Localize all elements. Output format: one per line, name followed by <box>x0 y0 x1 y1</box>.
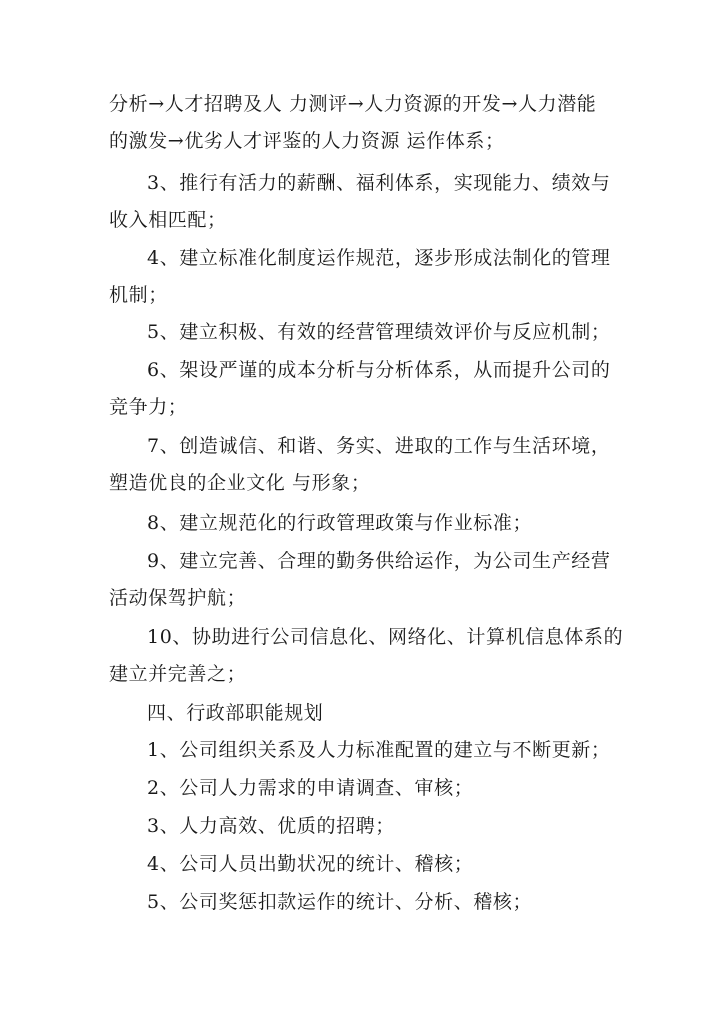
function-item-4 <box>109 846 619 883</box>
text-line: 3、人力高效、优质的招聘； <box>147 815 395 837</box>
paragraph-item-9 <box>109 543 619 617</box>
paragraph-item-4 <box>109 240 619 314</box>
function-item-1 <box>109 732 619 769</box>
paragraph-continuation <box>109 86 619 160</box>
text-line: 4、公司人员出勤状况的统计、稽核； <box>147 853 474 875</box>
paragraph-item-6 <box>109 352 619 426</box>
text-line: 建立并完善之； <box>109 663 247 685</box>
function-item-2 <box>109 770 619 807</box>
text-line: 收入相匹配； <box>109 209 227 231</box>
paragraph-item-7 <box>109 428 619 502</box>
text-line: 2、公司人力需求的申请调查、审核； <box>147 777 474 799</box>
function-item-5 <box>109 884 619 921</box>
text-line: 机制； <box>109 284 168 306</box>
text-line: 塑造优良的企业文化 与形象； <box>109 472 371 494</box>
text-line: 分析→人才招聘及人 力测评→人力资源的开发→人力潜能 <box>109 93 597 115</box>
text-line: 活动保驾护航； <box>109 587 247 609</box>
paragraph-item-5 <box>109 314 619 351</box>
text-line: 3、推行有活力的薪酬、福利体系，实现能力、绩效与 <box>147 172 611 194</box>
paragraph-item-8 <box>109 505 619 542</box>
text-line: 8、建立规范化的行政管理政策与作业标准； <box>147 512 533 534</box>
text-line: 4、建立标准化制度运作规范，逐步形成法制化的管理 <box>147 247 611 269</box>
section-heading <box>109 695 619 732</box>
text-line: 9、建立完善、合理的勤务供给运作，为公司生产经营 <box>147 550 611 572</box>
text-line: 的激发→优劣人才评鉴的人力资源 运作体系； <box>109 130 505 152</box>
paragraph-item-10 <box>109 619 624 693</box>
text-line: 5、建立积极、有效的经营管理绩效评价与反应机制； <box>147 321 611 343</box>
text-line: 竞争力； <box>109 396 188 418</box>
function-item-3 <box>109 808 619 845</box>
text-line: 7、创造诚信、和谐、务实、进取的工作与生活环境， <box>147 435 611 457</box>
text-line: 1、公司组织关系及人力标准配置的建立与不断更新； <box>147 739 611 761</box>
heading-text: 四、行政部职能规划 <box>147 702 324 724</box>
paragraph-item-3 <box>109 165 619 239</box>
text-line: 6、架设严谨的成本分析与分析体系，从而提升公司的 <box>147 359 611 381</box>
text-line: 10、协助进行公司信息化、网络化、计算机信息体系的 <box>147 626 624 648</box>
text-line: 5、公司奖惩扣款运作的统计、分析、稽核； <box>147 891 533 913</box>
